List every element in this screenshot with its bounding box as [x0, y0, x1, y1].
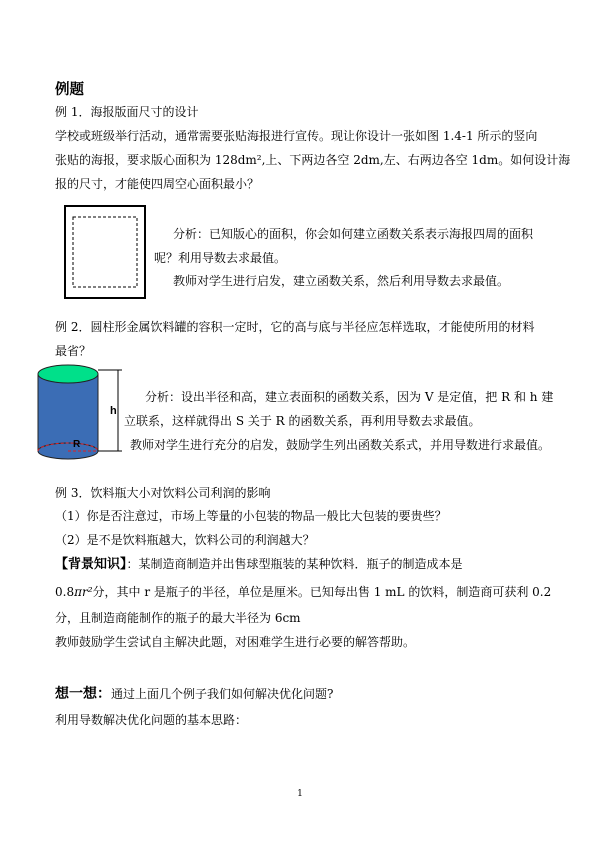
- ex2-teacher-note: 教师对学生进行充分的启发，鼓励学生列出函数关系式，并用导数进行求最值。: [130, 438, 551, 452]
- cost-line-rest: 分，其中 r 是瓶子的半径，单位是厘米。已知每出售 1 mL 的饮料，制造商可获利 0.2: [92, 585, 552, 599]
- ex3-background: [55, 556, 463, 573]
- ex2-analysis-line1: 分析：设出半径和高，建立表面积的函数关系，因为 V 是定值，把 R 和 h 建: [145, 390, 554, 404]
- background-label: 【背景知识】: [55, 557, 127, 572]
- ex1-line3: 报的尺寸，才能使四周空心面积最小？: [55, 177, 260, 191]
- label-R: R: [73, 439, 81, 450]
- ex2-analysis-line2: 立联系，这样就得出 S 关于 R 的函数关系，再利用导数去求最值。: [124, 414, 481, 428]
- poster-diagram: [62, 203, 152, 303]
- ex1-teacher-note: 教师对学生进行启发，建立函数关系，然后利用导数去求最值。: [173, 274, 510, 288]
- think-label: 想一想：: [55, 686, 111, 702]
- cost-formula: πr²: [74, 585, 93, 599]
- ex3-line-continued: 分，且制造商能制作的瓶子的最大半径为 6cm: [55, 611, 301, 625]
- page-heading: 例题: [55, 82, 84, 98]
- ex1-line1: 学校或班级举行活动，通常需要张贴海报进行宣传。现让你设计一张如图 1.4-1 所示的竖向: [55, 129, 538, 143]
- background-text: ：某制造商制造并出售球型瓶装的某种饮料．瓶子的制造成本是: [126, 557, 463, 571]
- ex3-question1: （1）你是否注意过，市场上等量的小包装的物品一般比大包装的要贵些？: [55, 509, 447, 523]
- ex3-cost-line: [55, 584, 551, 600]
- ex1-title: 例 1．海报版面尺寸的设计: [55, 105, 199, 119]
- think-line: [55, 686, 333, 702]
- ex3-teacher-note: 教师鼓励学生尝试自主解决此题，对困难学生进行必要的解答帮助。: [55, 635, 416, 649]
- ex2-title-line1: 例 2．圆柱形金属饮料罐的容积一定时，它的高与底与半径应怎样选取，才能使所用的材料: [55, 320, 535, 334]
- page-number: 1: [297, 789, 303, 799]
- cost-coefficient: 0.8: [55, 585, 75, 599]
- ex1-analysis-line1: 分析：已知版心的面积，你会如何建立函数关系表示海报四周的面积: [173, 227, 534, 241]
- ex2-title-line2: 最省？: [55, 344, 92, 358]
- ex3-title: 例 3．饮料瓶大小对饮料公司利润的影响: [55, 486, 271, 500]
- ex1-line2: 张贴的海报，要求版心面积为 128dm²,上、下两边各空 2dm,左、右两边各空 1dm。如何设计海: [55, 153, 571, 167]
- think-line2: 利用导数解决优化问题的基本思路：: [55, 713, 248, 727]
- ex3-question2: （2）是不是饮料瓶越大，饮料公司的利润越大？: [55, 533, 315, 547]
- ex1-analysis-line2: 呢？利用导数去求最值。: [154, 251, 287, 265]
- think-text: 通过上面几个例子我们如何解决优化问题?: [111, 687, 334, 701]
- label-h: h: [110, 405, 117, 417]
